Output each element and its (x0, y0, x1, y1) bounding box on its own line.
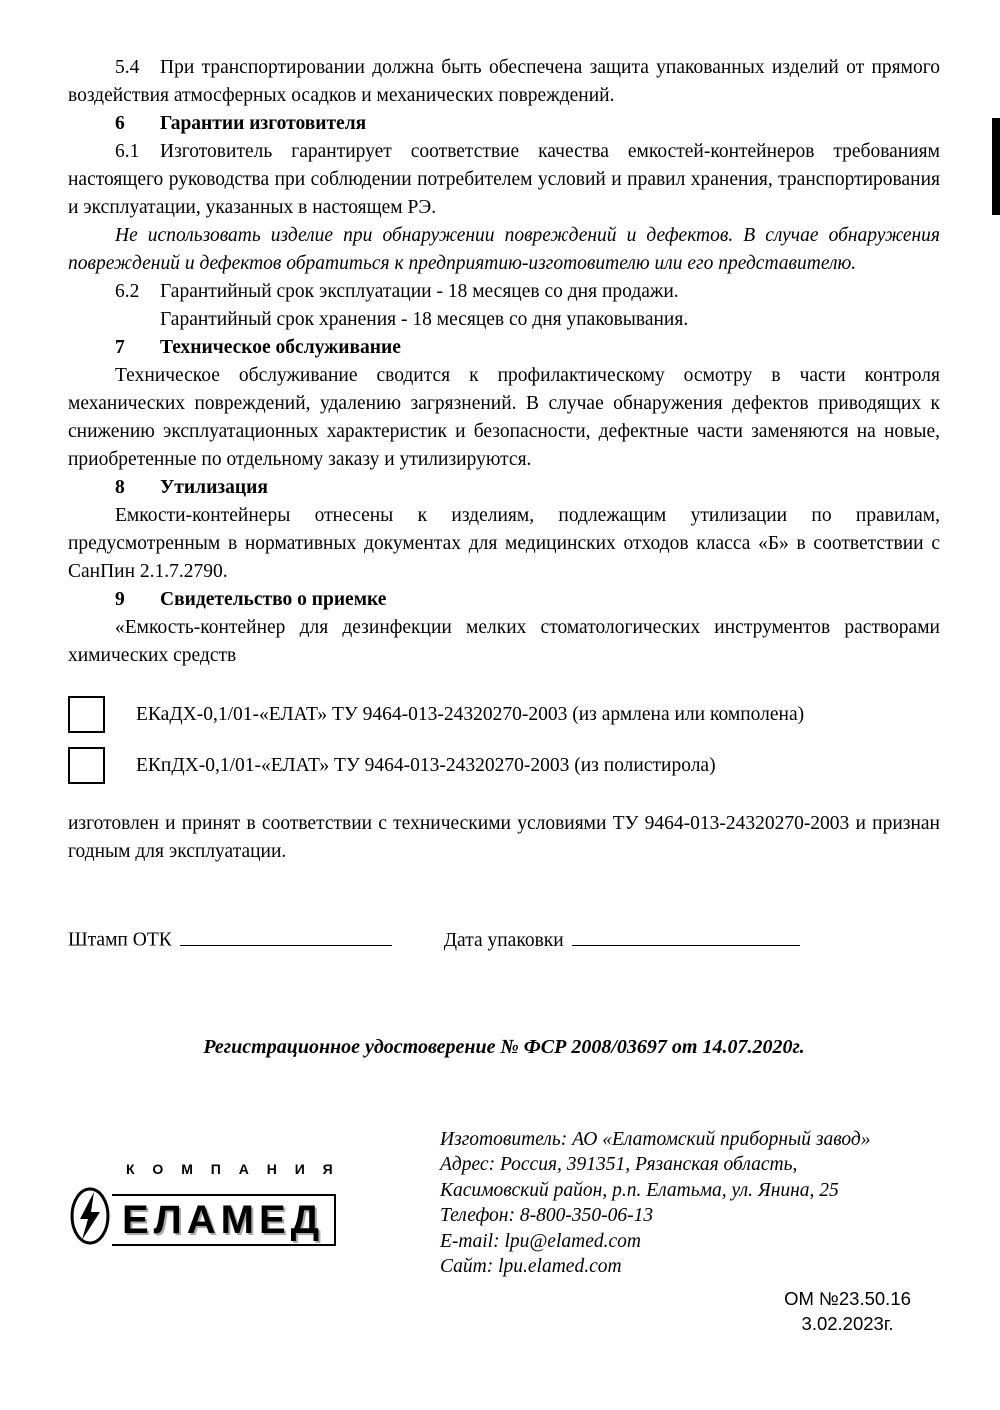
paragraph-6-2 (68, 278, 940, 306)
stamp-and-date-line (68, 926, 940, 955)
packing-date-blank (572, 926, 800, 946)
packing-date-label: Дата упаковки (443, 929, 564, 951)
product-variant-list (68, 696, 940, 784)
paragraph-text: Гарантийный срок эксплуатации - 18 месяцев со дня продажи. (160, 281, 679, 302)
paragraph-number: 6.2 (115, 281, 140, 302)
document-date: 3.02.2023г. (801, 1312, 894, 1334)
footer (68, 1127, 940, 1336)
manufacturer-line: Изготовитель: АО «Елатомский приборный завод» (440, 1128, 871, 1150)
variant-label: ЕКаДХ-0,1/01-«ЕЛАТ» ТУ 9464-013-24320270-2003 (из армлена или комполена) (136, 703, 805, 725)
section-heading-8 (68, 474, 940, 502)
manufacturer-email-line: E-mail: lpu@elamed.com (440, 1230, 641, 1252)
logo-brand-text: ЕЛАМЕД (104, 1194, 336, 1246)
warning-paragraph: Не использовать изделие при обнаружении повреждений и дефектов. В случае обнаружения повреждений и дефектов обратиться к предприятию-изготовителю или его представителю. (68, 225, 940, 274)
heading-number: 7 (115, 337, 125, 358)
acceptance-paragraph: изготовлен и принят в соответствии с техническими условиями ТУ 9464-013-24320270-2003 и признан годным для эксплуатации. (68, 813, 940, 862)
paragraph-9: «Емкость-контейнер для дезинфекции мелких стоматологических инструментов растворами химических средств (68, 617, 940, 666)
document-number: ОМ №23.50.16 (784, 1287, 911, 1309)
heading-title: Техническое обслуживание (160, 337, 401, 358)
manufacturer-phone-line: Телефон: 8-800-350-06-13 (440, 1205, 654, 1226)
stamp-otk-blank (180, 926, 392, 946)
manufacturer-address-line: Адрес: Россия, 391351, Рязанская область, (440, 1154, 798, 1175)
variant-checkbox-polystyrene[interactable] (68, 747, 105, 784)
variant-row-armlen (68, 696, 940, 733)
logo-company-text: К О М П А Н И Я (126, 1160, 340, 1177)
paragraph-6-1 (68, 138, 940, 222)
paragraph-5-4 (68, 54, 940, 110)
section-heading-6 (68, 110, 940, 138)
paragraph-6-2-continued: Гарантийный срок хранения - 18 месяцев со дня упаковывания. (160, 309, 689, 330)
paragraph-text: При транспортировании должна быть обеспечена защита упакованных изделий от прямого воздействия атмосферных осадков и механических повреждений. (68, 57, 940, 106)
heading-title: Свидетельство о приемке (160, 589, 387, 610)
paragraph-7: Техническое обслуживание сводится к профилактическому осмотру в части контроля механических повреждений, удалению загрязнений. В случае обнаружения дефектов приводящих к снижению эксплуатационных характеристик и безопасности, дефектные части заменяются на новые, приобретенные по отдельному заказу и утилизируются. (68, 365, 940, 470)
heading-title: Утилизация (160, 477, 268, 498)
manufacturer-address-line: Касимовский район, р.п. Елатьма, ул. Янина, 25 (440, 1179, 839, 1201)
variant-checkbox-armlen[interactable] (68, 696, 105, 733)
manufacturer-site-line: Сайт: lpu.elamed.com (440, 1256, 622, 1277)
paragraph-number: 5.4 (115, 57, 140, 78)
manufacturer-info (400, 1127, 940, 1336)
variant-row-polystyrene (68, 747, 940, 784)
variant-label: ЕКпДХ-0,1/01-«ЕЛАТ» ТУ 9464-013-24320270-2003 (из полистирола) (136, 754, 716, 776)
paragraph-number: 6.1 (115, 141, 140, 162)
section-heading-9 (68, 586, 940, 614)
paragraph-8: Емкости-контейнеры отнесены к изделиям, подлежащим утилизации по правилам, предусмотренным в нормативных документах для медицинских отходов класса «Б» в соответствии с СанПин 2.1.7.2790. (68, 505, 940, 582)
elamed-logo (68, 1127, 400, 1336)
heading-number: 9 (115, 589, 125, 610)
heading-number: 6 (115, 113, 125, 134)
stamp-otk-label: Штамп ОТК (68, 929, 172, 951)
logo-main (68, 1185, 400, 1256)
section-heading-7 (68, 334, 940, 362)
heading-number: 8 (115, 477, 125, 498)
paragraph-text: Изготовитель гарантирует соответствие качества емкостей-контейнеров требованиям настоящего руководства при соблюдении потребителем условий и правил хранения, транспортирования и эксплуатации, указанных в настоящем РЭ. (68, 141, 940, 218)
heading-title: Гарантии изготовителя (160, 113, 367, 134)
scan-artifact-mark (992, 118, 1000, 215)
elamed-flame-icon (68, 1185, 112, 1256)
registration-certificate-line: Регистрационное удостоверение № ФСР 2008/03697 от 14.07.2020г. (203, 1035, 805, 1058)
document-code-block (755, 1286, 940, 1336)
